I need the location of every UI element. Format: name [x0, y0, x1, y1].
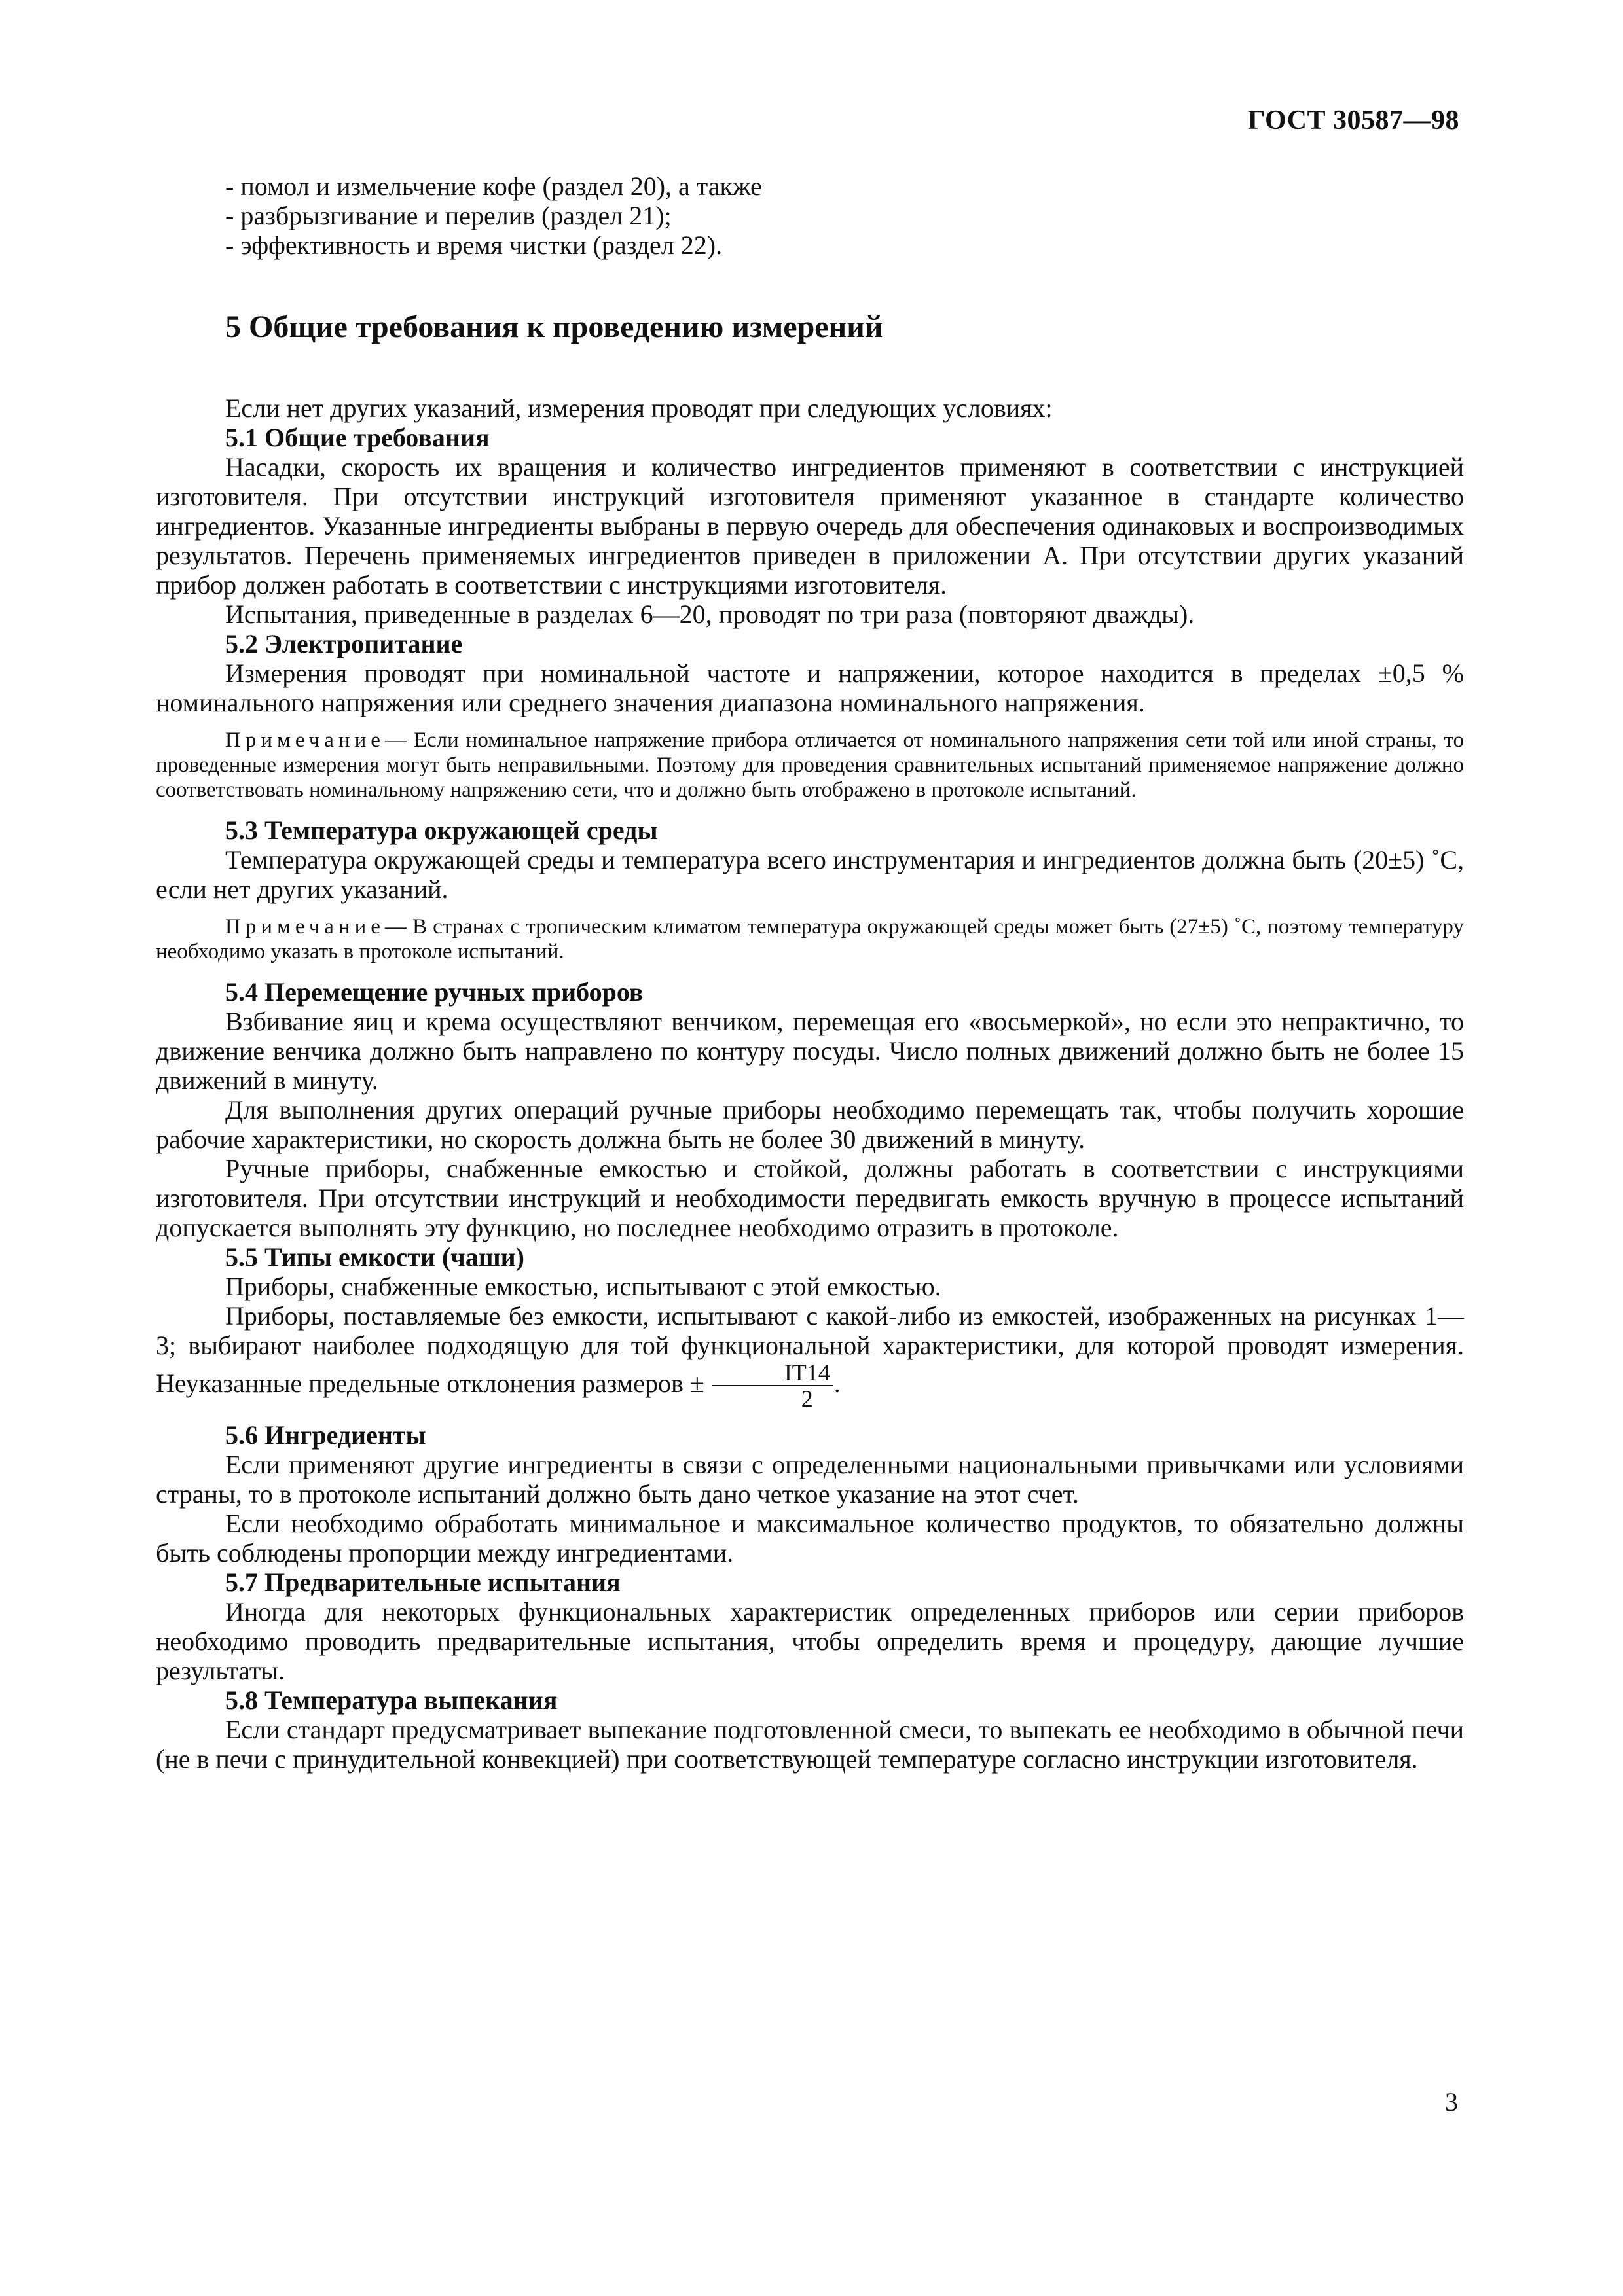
- paragraph: Взбивание яиц и крема осуществляют венчиком, перемещая его «восьмеркой», но если это непрактично, то движение венчика должно быть направлено по контуру посуды. Число полных движений должно быть не более 15 движений в минуту.: [156, 1007, 1464, 1095]
- paragraph: Приборы, снабженные емкостью, испытывают с этой емкостью.: [225, 1272, 941, 1301]
- list-item: - эффективность и время чистки (раздел 22).: [225, 230, 723, 260]
- note: [156, 914, 1464, 964]
- paragraph-text: Приборы, поставляемые без емкости, испытывают с какой-либо из емкостей, изображенных на рисунках 1—3; выбирают наиболее подходящую для той функциональной характеристики, для которой проводят измерения. Неуказанные предельные отклонения размеров ±: [156, 1301, 1464, 1398]
- paragraph: Температура окружающей среды и температура всего инструментария и ингредиентов должна быть (20±5) ˚С, если нет других указаний.: [156, 845, 1464, 904]
- paragraph: Ручные приборы, снабженные емкостью и стойкой, должны работать в соответствии с инструкциями изготовителя. При отсутствии инструкций и необходимости передвигать емкость вручную в процессе испытаний допускается выполнять эту функцию, но последнее необходимо отразить в протоколе.: [156, 1154, 1464, 1242]
- page-number: 3: [1445, 2087, 1458, 2117]
- subsection-5-7-title: 5.7 Предварительные испытания: [225, 1568, 621, 1597]
- fraction-denominator: 2: [801, 1386, 813, 1412]
- section-5-title: 5 Общие требования к проведению измерений: [225, 310, 883, 344]
- subsection-5-2-title: 5.2 Электропитание: [225, 629, 463, 658]
- note: [156, 728, 1464, 802]
- tolerance-fraction: [712, 1360, 833, 1411]
- subsection-5-3-title: 5.3 Температура окружающей среды: [225, 816, 658, 845]
- subsection-5-8-title: 5.8 Температура выпекания: [225, 1685, 558, 1715]
- note-text: — В странах с тропическим климатом температура окружающей среды может быть (27±5) ˚С, поэтому температуру необходимо указать в протоколе испытаний.: [156, 915, 1464, 963]
- paragraph: Если стандарт предусматривает выпекание подготовленной смеси, то выпекать ее необходимо в обычной печи (не в печи с принудительной конвекцией) при соответствующей температуре согласно инструкции изготовителя.: [156, 1715, 1464, 1774]
- document-header-id: ГОСТ 30587—98: [1247, 105, 1459, 135]
- document-body: [156, 171, 1464, 1774]
- paragraph: Для выполнения других операций ручные приборы необходимо перемещать так, чтобы получить хорошие рабочие характеристики, но скорость должна быть не более 30 движений в минуту.: [156, 1095, 1464, 1154]
- fraction-numerator: IT14: [712, 1360, 833, 1386]
- paragraph: Насадки, скорость их вращения и количество ингредиентов применяют в соответствии с инструкцией изготовителя. При отсутствии инструкций изготовителя применяют указанное в стандарте количество ингредиентов. Указанные ингредиенты выбраны в первую очередь для обеспечения одинаковых и воспроизводимых результатов. Перечень применяемых ингредиентов приведен в приложении А. При отсутствии других указаний прибор должен работать в соответствии с инструкциями изготовителя.: [156, 452, 1464, 600]
- note-label: Примечание: [225, 915, 385, 939]
- subsection-5-5-title: 5.5 Типы емкости (чаши): [225, 1242, 524, 1272]
- intro-list: [156, 171, 1464, 260]
- paragraph: Если применяют другие ингредиенты в связи с определенными национальными привычками или условиями страны, то в протоколе испытаний должно быть дано четкое указание на этот счет.: [156, 1450, 1464, 1509]
- paragraph-end: .: [833, 1369, 841, 1398]
- note-label: Примечание: [225, 728, 385, 752]
- list-item: - помол и измельчение кофе (раздел 20), а также: [225, 171, 762, 201]
- paragraph: Испытания, приведенные в разделах 6—20, проводят по три раза (повторяют дважды).: [225, 600, 1195, 629]
- paragraph: Если необходимо обработать минимальное и максимальное количество продуктов, то обязательно должны быть соблюдены пропорции между ингредиентами.: [156, 1509, 1464, 1568]
- list-item: - разбрызгивание и перелив (раздел 21);: [225, 201, 672, 230]
- paragraph: Иногда для некоторых функциональных характеристик определенных приборов или серии приборов необходимо проводить предварительные испытания, чтобы определить время и процедуру, дающие лучшие результаты.: [156, 1597, 1464, 1685]
- subsection-5-1-title: 5.1 Общие требования: [225, 423, 490, 452]
- subsection-5-6-title: 5.6 Ингредиенты: [225, 1420, 426, 1450]
- paragraph: [156, 1301, 1464, 1411]
- paragraph: Измерения проводят при номинальной частоте и напряжении, которое находится в пределах ±0,5 % номинального напряжения или среднего значения диапазона номинального напряжения.: [156, 658, 1464, 717]
- subsection-5-4-title: 5.4 Перемещение ручных приборов: [225, 977, 644, 1007]
- section-5-intro: Если нет других указаний, измерения проводят при следующих условиях:: [225, 393, 1053, 423]
- note-text: — Если номинальное напряжение прибора отличается от номинального напряжения сети той или иной страны, то проведенные измерения могут быть неправильными. Поэтому для проведения сравнительных испытаний применяемое напряжение должно соответствовать номинальному напряжению сети, что и должно быть отображено в протоколе испытаний.: [156, 728, 1464, 802]
